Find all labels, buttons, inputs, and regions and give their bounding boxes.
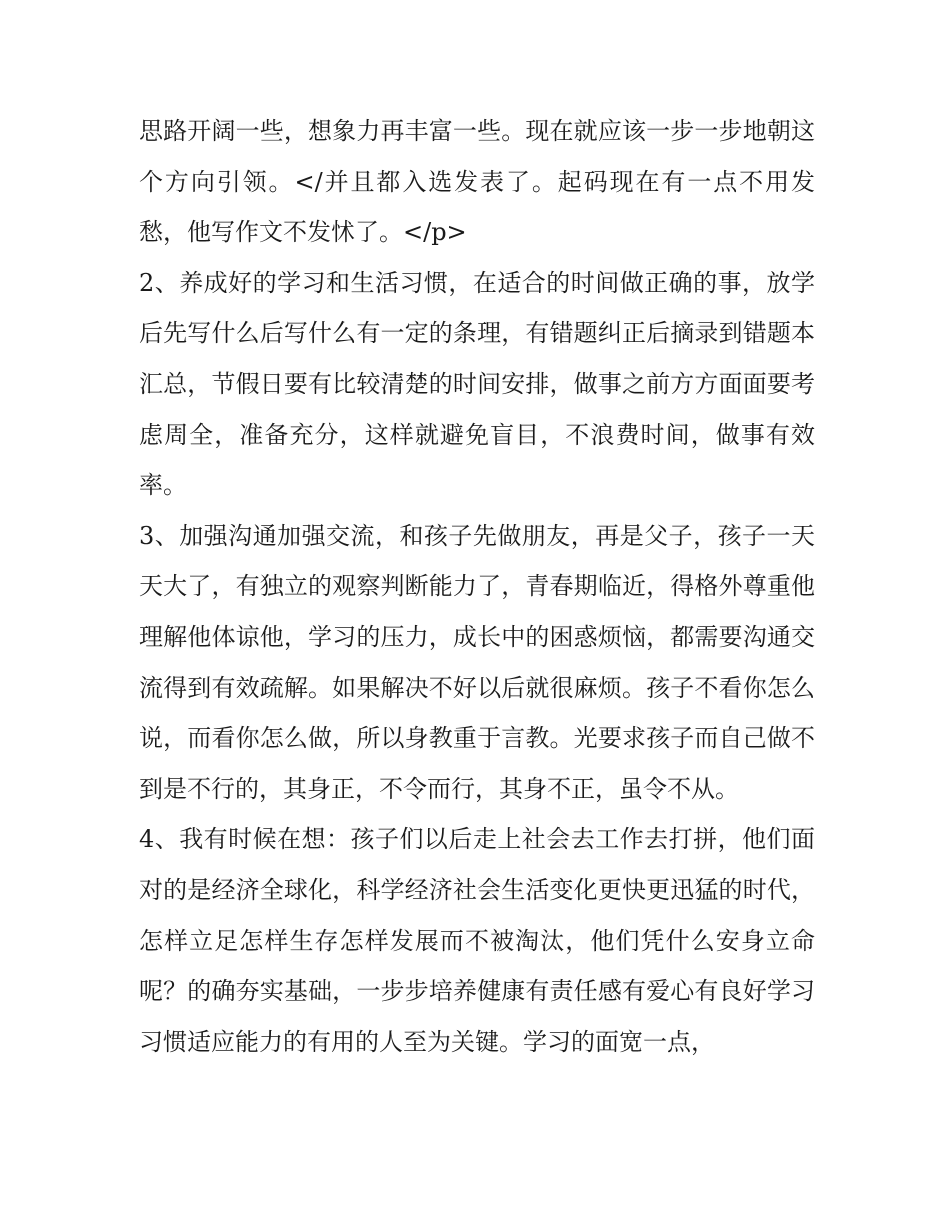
paragraph-4-future: 4、我有时候在想：孩子们以后走上社会去工作去打拼，他们面对的是经济全球化，科学经济社会生活变化更快更迅猛的时代，怎样立足怎样生存怎样发展而不被淘汰，他们凭什么安身立命呢？的确夯实基础，一步步培养健康有责任感有爱心有良好学习习惯适应能力的有用的人至为关键。学习的面宽一点， <box>139 825 815 1056</box>
paragraph-continuation: 思路开阔一些，想象力再丰富一些。现在就应该一步一步地朝这个方向引领。</并且都入选发表了。起码现在有一点不用发愁，他写作文不发怵了。</p> <box>139 117 815 247</box>
paragraph-2-habits: 2、养成好的学习和生活习惯，在适合的时间做正确的事，放学后先写什么后写什么有一定的条理，有错题纠正后摘录到错题本汇总，节假日要有比较清楚的时间安排，做事之前方方面面要考虑周全，准备充分，这样就避免盲目，不浪费时间，做事有效率。 <box>139 268 815 500</box>
paragraph-3-communication: 3、加强沟通加强交流，和孩子先做朋友，再是父子，孩子一天天大了，有独立的观察判断能力了，青春期临近，得格外尊重他理解他体谅他，学习的压力，成长中的困惑烦恼，都需要沟通交流得到有效疏解。如果解决不好以后就很麻烦。孩子不看你怎么说，而看你怎么做，所以身教重于言教。光要求孩子而自己做不到是不行的，其身正，不令而行，其身不正，虽令不从。 <box>139 521 815 803</box>
document-body <box>139 106 815 1067</box>
